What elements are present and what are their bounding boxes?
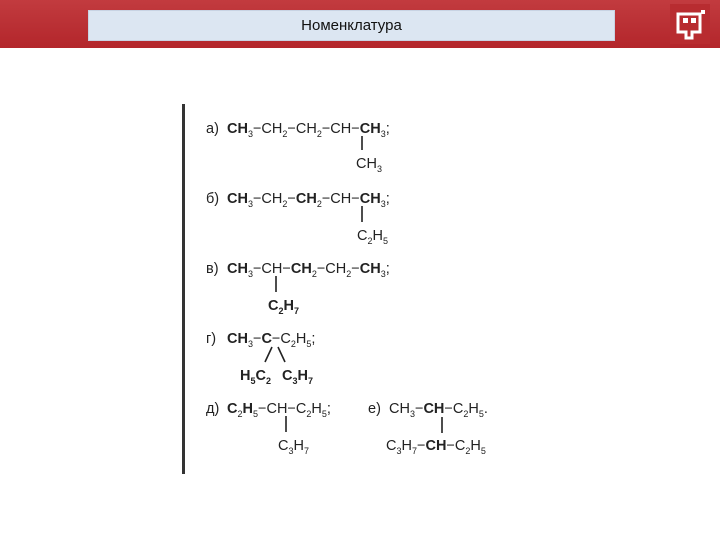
formula-d [206,401,331,456]
formula-a-branch: $CH_3$ [356,156,382,174]
formula-a-label: а) [206,121,219,137]
formula-e-main: $CH_3-CH-C_2H_5$. [389,401,488,419]
formula-a-main: $CH_3-CH_2-CH_2-CH-CH_3$; [227,121,390,139]
formula-v-main: $CH_3-CH-CH_2-CH_2-CH_3$; [227,261,390,279]
formula-g-main: $CH_3-C-C_2H_5$; [227,331,316,349]
formula-v-label: в) [206,261,219,277]
formula-e-bottom: $C_3H_7-CH-C_2H_5$ [386,438,486,456]
formula-d-branch: $C_3H_7$ [278,438,309,456]
page-title: Номенклатура [301,17,402,34]
formula-b-branch: $C_2H_5$ [357,228,388,246]
formula-g [206,331,315,386]
formula-g-branch-right: $C_3H_7$ [282,368,313,386]
formula-d-label: д) [206,401,220,417]
formula-b-main: $CH_3-CH_2-CH_2-CH-CH_3$; [227,191,390,209]
formula-e [368,401,488,456]
formula-v [206,261,390,316]
formula-e-label: е) [368,401,381,417]
formula-a [206,121,390,174]
formula-d-main: $C_2H_5-CH-C_2H_5$; [227,401,331,419]
formula-b-label: б) [206,191,220,207]
formula-v-branch: $C_2H_7$ [268,298,299,316]
formula-g-branch-left: $H_5C_2$ [240,368,271,386]
formula-b [206,191,390,246]
formula-g-label: г) [206,331,217,347]
